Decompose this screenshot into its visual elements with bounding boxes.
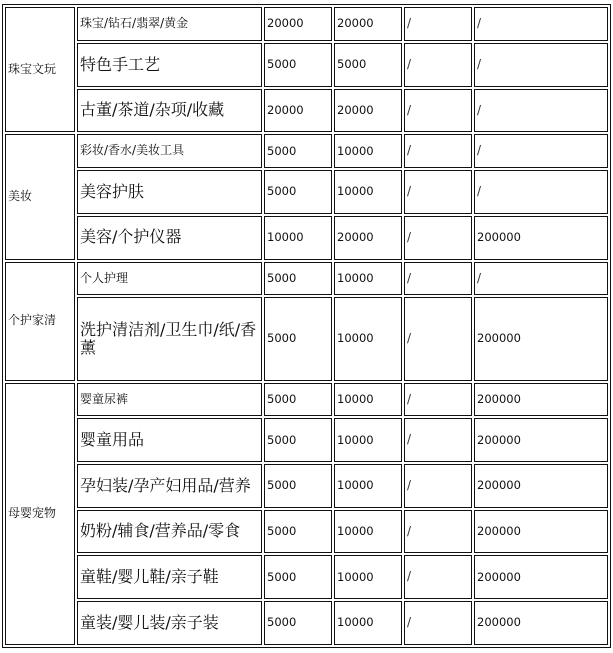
category-cell: 彩妆/香水/美妆工具 (77, 134, 262, 168)
value-cell: 20000 (264, 7, 332, 41)
value-cell: 20000 (334, 7, 402, 41)
value-cell: 5000 (264, 383, 332, 417)
value-cell: 5000 (334, 43, 402, 87)
value-cell: / (404, 555, 472, 599)
table-row (5, 383, 608, 417)
value-cell: 200000 (474, 216, 608, 260)
value-cell: / (404, 170, 472, 214)
value-cell: 5000 (264, 555, 332, 599)
category-cell: 古董/茶道/杂项/收藏 (77, 89, 262, 133)
value-cell: 20000 (334, 216, 402, 260)
category-cell: 婴童尿裤 (77, 383, 262, 417)
category-cell: 洗护清洁剂/卫生巾/纸/香薰 (77, 297, 262, 380)
value-cell: / (404, 464, 472, 508)
category-cell: 珠宝/钻石/翡翠/黄金 (77, 7, 262, 41)
group-label: 美妆 (5, 134, 75, 259)
value-cell: / (404, 383, 472, 417)
value-cell: / (474, 170, 608, 214)
value-cell: / (404, 89, 472, 133)
value-cell: 5000 (264, 510, 332, 554)
group-label: 个护家清 (5, 262, 75, 381)
category-deposit-table (2, 4, 611, 648)
value-cell: / (404, 418, 472, 462)
value-cell: / (404, 510, 472, 554)
value-cell: / (404, 601, 472, 645)
value-cell: 10000 (334, 601, 402, 645)
table-row (5, 262, 608, 296)
value-cell: 200000 (474, 555, 608, 599)
value-cell: 10000 (334, 510, 402, 554)
category-cell: 奶粉/辅食/营养品/零食 (77, 510, 262, 554)
table-row (5, 170, 608, 214)
value-cell: 20000 (264, 89, 332, 133)
value-cell: / (404, 297, 472, 380)
value-cell: 200000 (474, 510, 608, 554)
value-cell: / (404, 216, 472, 260)
table-row (5, 555, 608, 599)
table-row (5, 43, 608, 87)
value-cell: / (474, 7, 608, 41)
value-cell: / (474, 89, 608, 133)
value-cell: / (404, 43, 472, 87)
value-cell: 5000 (264, 134, 332, 168)
value-cell: 10000 (334, 464, 402, 508)
value-cell: 10000 (334, 555, 402, 599)
category-cell: 婴童用品 (77, 418, 262, 462)
value-cell: / (474, 262, 608, 296)
group-label: 珠宝文玩 (5, 7, 75, 132)
table-row (5, 7, 608, 41)
value-cell: 5000 (264, 418, 332, 462)
value-cell: 5000 (264, 464, 332, 508)
category-cell: 个人护理 (77, 262, 262, 296)
value-cell: 5000 (264, 43, 332, 87)
table-row (5, 297, 608, 380)
value-cell: 10000 (264, 216, 332, 260)
value-cell: 200000 (474, 418, 608, 462)
category-cell: 特色手工艺 (77, 43, 262, 87)
value-cell: 10000 (334, 297, 402, 380)
value-cell: 200000 (474, 383, 608, 417)
value-cell: / (474, 43, 608, 87)
table-row (5, 89, 608, 133)
value-cell: 5000 (264, 170, 332, 214)
category-cell: 童鞋/婴儿鞋/亲子鞋 (77, 555, 262, 599)
value-cell: / (404, 134, 472, 168)
category-cell: 童装/婴儿装/亲子装 (77, 601, 262, 645)
category-cell: 美容护肤 (77, 170, 262, 214)
table-row (5, 216, 608, 260)
table-row (5, 418, 608, 462)
value-cell: 10000 (334, 262, 402, 296)
value-cell: 20000 (334, 89, 402, 133)
category-cell: 孕妇装/孕产妇用品/营养 (77, 464, 262, 508)
value-cell: 10000 (334, 383, 402, 417)
value-cell: 10000 (334, 418, 402, 462)
value-cell: 10000 (334, 134, 402, 168)
value-cell: 200000 (474, 464, 608, 508)
value-cell: 5000 (264, 601, 332, 645)
group-label: 母婴宠物 (5, 383, 75, 645)
value-cell: 200000 (474, 297, 608, 380)
table-row (5, 510, 608, 554)
value-cell: 5000 (264, 297, 332, 380)
table-row (5, 601, 608, 645)
table-row (5, 464, 608, 508)
value-cell: / (404, 7, 472, 41)
value-cell: / (474, 134, 608, 168)
value-cell: 10000 (334, 170, 402, 214)
category-cell: 美容/个护仪器 (77, 216, 262, 260)
value-cell: 200000 (474, 601, 608, 645)
value-cell: 5000 (264, 262, 332, 296)
value-cell: / (404, 262, 472, 296)
table-row (5, 134, 608, 168)
